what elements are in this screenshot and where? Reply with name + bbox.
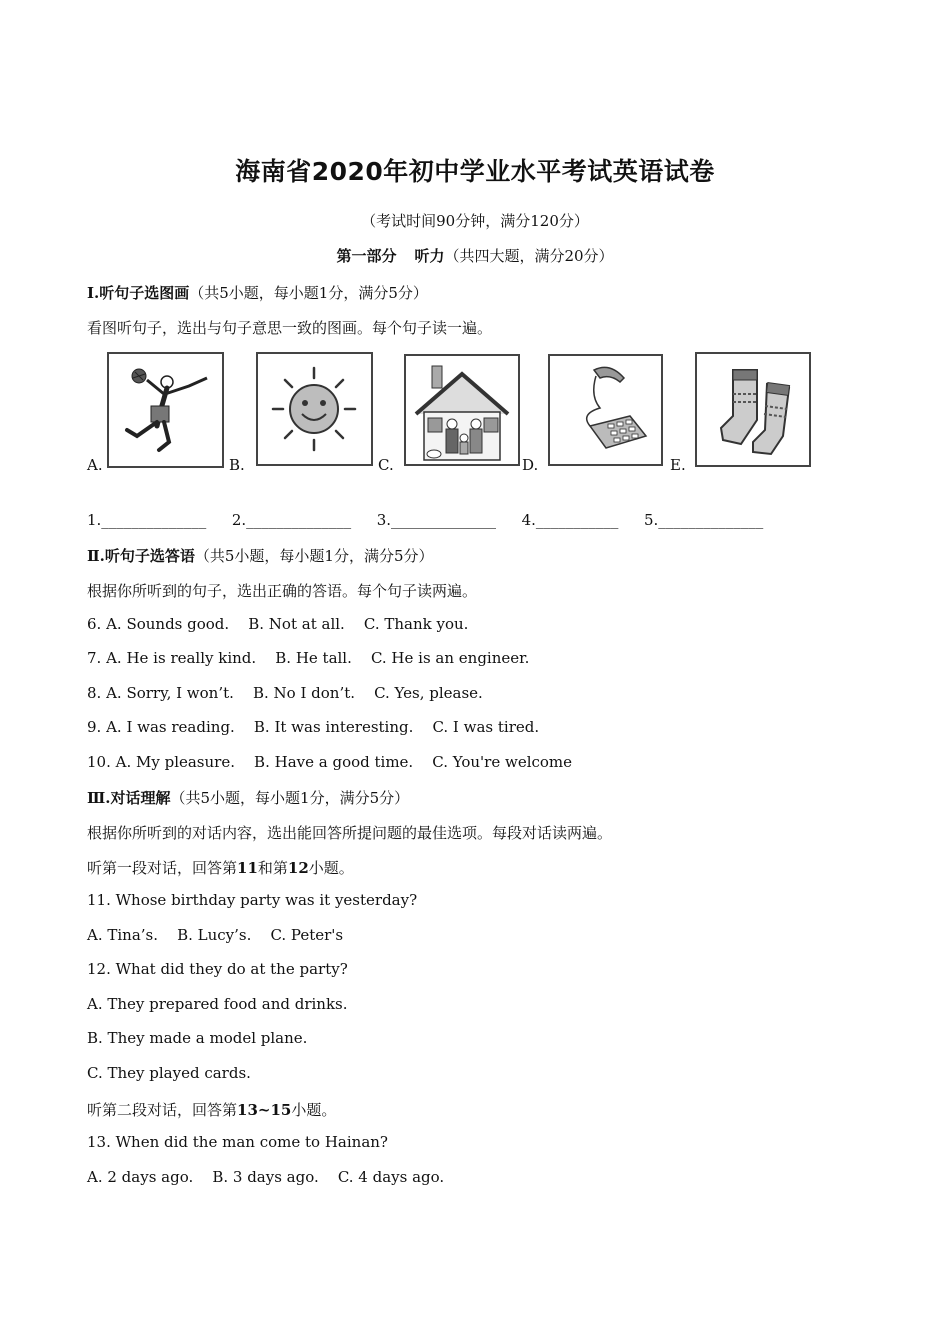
question-7: 7. A. He is really kind. B. He tall. C. He is an engineer.	[87, 649, 530, 667]
question-11-options: A. Tina’s. B. Lucy’s. C. Peter's	[87, 926, 344, 944]
page-title: 海南省2020年初中学业水平考试英语试卷	[235, 157, 715, 186]
section1-note: （共5小题，每小题1分，满分5分）	[189, 284, 428, 302]
family-house-icon	[404, 354, 520, 466]
telephone-icon	[548, 354, 663, 466]
answer-blank[interactable]: 2.______________	[231, 511, 352, 529]
answer-blank[interactable]: 1.______________	[87, 511, 207, 529]
question-8: 8. A. Sorry, I won’t. B. No I don’t. C. Yes, please.	[87, 684, 483, 702]
question-6: 6. A. Sounds good. B. Not at all. C. Thank you.	[87, 615, 469, 633]
section2-note: （共5小题，每小题1分，满分5分）	[194, 547, 434, 565]
section3-note: （共5小题，每小题1分，满分5分）	[170, 789, 410, 807]
smiling-sun-icon	[256, 352, 373, 466]
question-12: 12. What did they do at the party?	[87, 960, 348, 978]
dialogue2-text: 小题。	[291, 1101, 337, 1119]
question-12-option-c: C. They played cards.	[87, 1064, 251, 1082]
question-range: 13~15	[237, 1101, 292, 1119]
section2-instruction: 根据你所听到的句子，选出正确的答语。每个句子读两遍。	[87, 582, 478, 600]
section3-instruction: 根据你所听到的对话内容，选出能回答所提问题的最佳选项。每段对话读两遍。	[87, 824, 613, 842]
dialogue2-prompt	[87, 1099, 336, 1120]
section3-heading	[87, 787, 409, 808]
question-12-option-b: B. They made a model plane.	[87, 1029, 308, 1047]
section1-label: I.听句子选图画	[87, 284, 190, 302]
dialogue1-prompt	[87, 857, 354, 878]
question-number: 12	[287, 859, 309, 877]
answer-blank[interactable]: 3.______________	[376, 511, 497, 529]
part1-heading	[0, 245, 950, 266]
question-11: 11. Whose birthday party was it yesterday?	[87, 891, 418, 909]
question-13-options: A. 2 days ago. B. 3 days ago. C. 4 days ago.	[87, 1168, 445, 1186]
answer-blank[interactable]: 5.______________	[644, 511, 764, 529]
section2-label: Ⅱ.听句子选答语	[87, 547, 195, 565]
answer-blank[interactable]: 4.___________	[521, 511, 619, 529]
part1-label: 第一部分	[336, 247, 397, 265]
section3-label: Ⅲ.对话理解	[87, 789, 171, 807]
basketball-player-icon	[107, 352, 224, 468]
picture-label-a: A.	[87, 456, 103, 474]
dialogue1-text: 和第	[257, 859, 288, 877]
question-13: 13. When did the man come to Hainan?	[87, 1133, 388, 1151]
socks-icon	[695, 352, 811, 467]
picture-label-e: E.	[670, 456, 686, 474]
question-number: 11	[237, 859, 258, 877]
section1-heading	[87, 282, 428, 303]
question-12-option-a: A. They prepared food and drinks.	[87, 995, 348, 1013]
question-9: 9. A. I was reading. B. It was interesting. C. I was tired.	[87, 718, 540, 736]
question-10: 10. A. My pleasure. B. Have a good time. C. You're welcome	[87, 753, 573, 771]
section1-instruction: 看图听句子，选出与句子意思一致的图画。每个句子读一遍。	[87, 319, 493, 337]
part1-name: 听力	[414, 247, 445, 265]
part1-note: （共四大题，满分20分）	[444, 247, 614, 265]
picture-label-c: C.	[378, 456, 394, 474]
picture-label-b: B.	[229, 456, 245, 474]
exam-info: （考试时间90分钟，满分120分）	[361, 212, 589, 230]
dialogue1-text: 听第一段对话，回答第	[87, 859, 238, 877]
dialogue2-text: 听第二段对话，回答第	[87, 1101, 238, 1119]
picture-label-d: D.	[522, 456, 539, 474]
answer-blanks	[87, 511, 763, 529]
section2-heading	[87, 545, 434, 566]
dialogue1-text: 小题。	[308, 859, 354, 877]
